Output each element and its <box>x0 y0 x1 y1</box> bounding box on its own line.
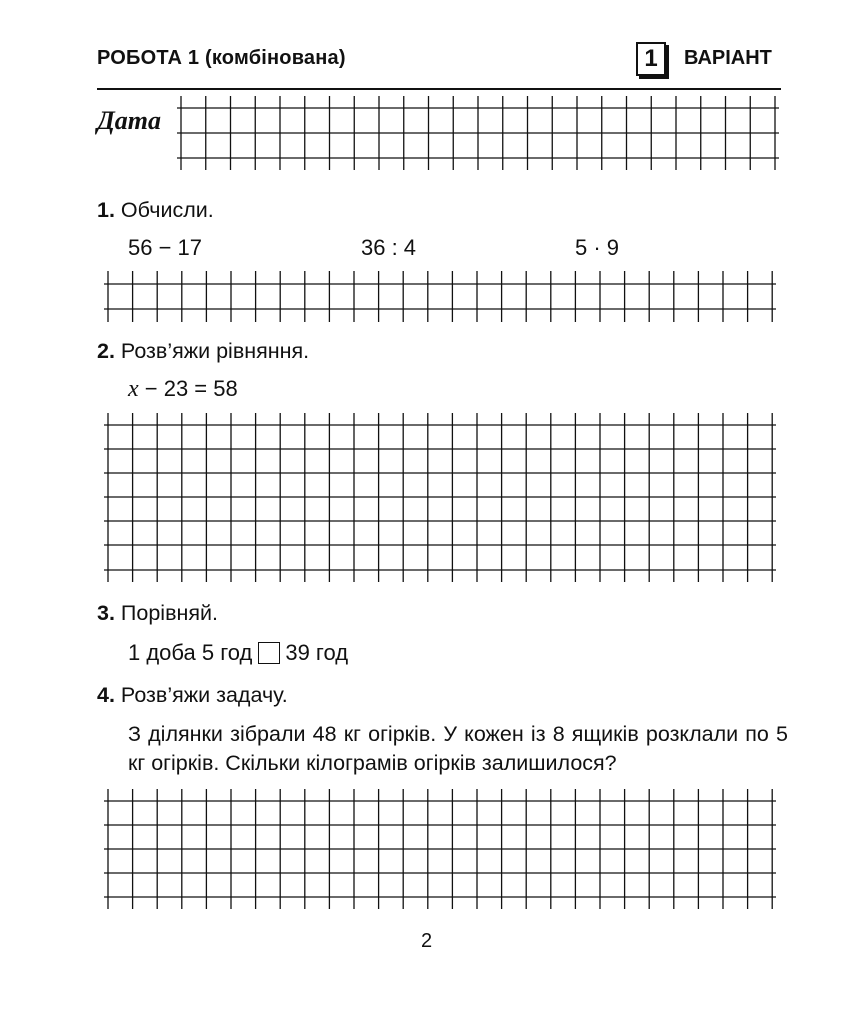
task-4-instruction: Розв’яжи задачу. <box>120 683 288 707</box>
task-3-instruction: Порівняй. <box>120 601 218 625</box>
variant-number-badge: 1 <box>636 42 666 76</box>
task-1-expression-1: 56 − 17 <box>128 235 203 260</box>
comparison-left: 1 доба 5 год <box>128 640 253 665</box>
task-4-number: 4. <box>97 683 115 707</box>
worksheet-title: РОБОТА 1 (комбінована) <box>97 47 346 69</box>
task-1-expression-3: 5 · 9 <box>575 235 620 260</box>
task-1-expression-2: 36 : 4 <box>361 235 417 260</box>
task-3-number: 3. <box>97 601 115 625</box>
comparison-right: 39 год <box>285 640 349 665</box>
equation-rest: − 23 = 58 <box>138 376 238 401</box>
task-4-problem-text: З ділянки зібрали 48 кг огірків. У кожен із 8 ящиків розклали по 5 кг огірків. Скільки кілограмів огірків залишилося? <box>128 722 788 775</box>
task-2-number: 2. <box>97 339 115 363</box>
task-1-number: 1. <box>97 198 115 222</box>
variant-label: ВАРІАНТ <box>684 47 772 69</box>
task-2-instruction: Розв’яжи рівняння. <box>120 339 310 363</box>
date-label: Дата <box>97 106 161 135</box>
equation-variable: x <box>128 376 139 402</box>
page-number: 2 <box>420 930 433 952</box>
task-1-instruction: Обчисли. <box>120 198 214 222</box>
